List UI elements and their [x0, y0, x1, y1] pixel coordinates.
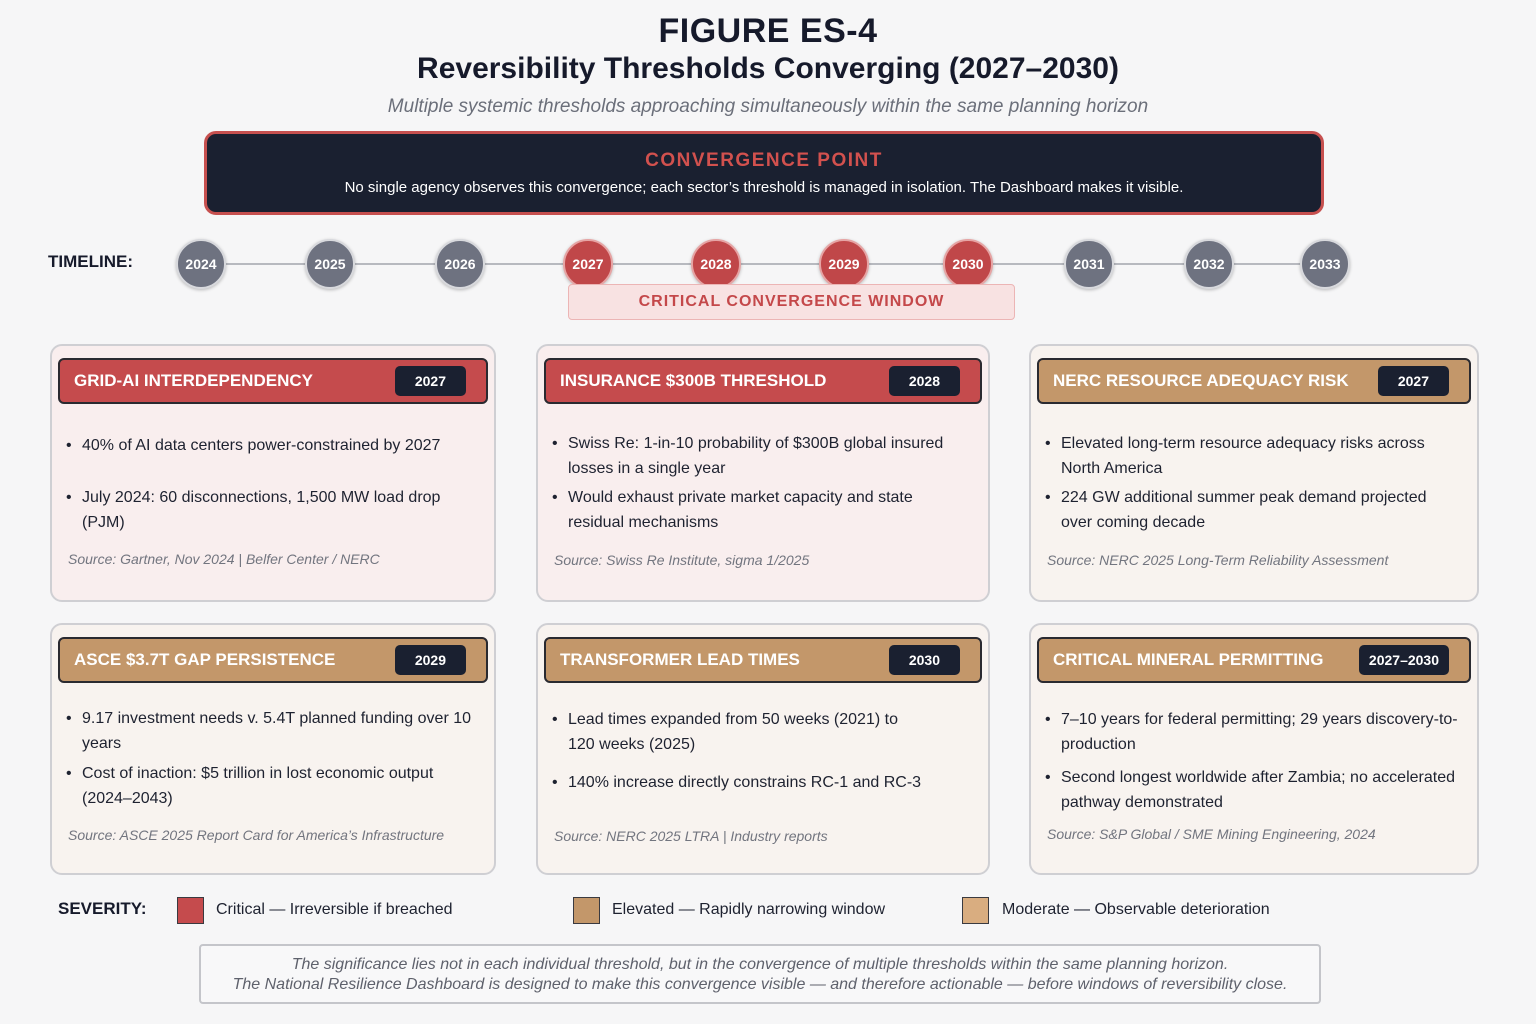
timeline-node-2029: 2029 — [819, 239, 869, 289]
timeline-node-2026: 2026 — [435, 239, 485, 289]
card-bullet: • Would exhaust private market capacity and state residual mechanisms — [552, 485, 972, 535]
threshold-card-transformer — [536, 623, 990, 875]
card-source: Source: S&P Global / SME Mining Engineering, 2024 — [1047, 826, 1376, 842]
footer-note — [199, 944, 1321, 1004]
convergence-point-text: No single agency observes this convergence; each sector’s threshold is managed in isolation. The Dashboard makes it visible. — [344, 179, 1184, 196]
severity-elevated-text: Elevated — Rapidly narrowing window — [612, 901, 886, 918]
card-bullet: • 224 GW additional summer peak demand projected over coming decade — [1045, 485, 1461, 535]
card-year-badge: 2027 — [1378, 366, 1449, 396]
figure-label: FIGURE ES-4 — [658, 12, 878, 50]
card-bullet: • Lead times expanded from 50 weeks (2021) to 120 weeks (2025) — [552, 707, 928, 757]
threshold-card-asce — [50, 623, 496, 875]
severity-critical-text: Critical — Irreversible if breached — [216, 901, 453, 918]
footer-line-1: The significance lies not in each individual threshold, but in the convergence of multiple thresholds within the same planning horizon. — [291, 956, 1229, 973]
card-title: NERC RESOURCE ADEQUACY RISK — [1053, 371, 1349, 390]
card-title: GRID-AI INTERDEPENDENCY — [74, 371, 313, 390]
figure-title: Reversibility Thresholds Converging (2027–2030) — [417, 52, 1119, 85]
card-source: Source: NERC 2025 Long-Term Reliability Assessment — [1047, 552, 1389, 568]
convergence-point-title: CONVERGENCE POINT — [645, 150, 883, 171]
critical-convergence-window: CRITICAL CONVERGENCE WINDOW — [568, 284, 1015, 320]
card-year-badge: 2030 — [889, 645, 960, 675]
timeline-node-2032: 2032 — [1184, 239, 1234, 289]
card-year-badge: 2028 — [889, 366, 960, 396]
card-source: Source: ASCE 2025 Report Card for America’s Infrastructure — [68, 827, 445, 843]
threshold-card-insurance — [536, 344, 990, 602]
card-bullet: • Cost of inaction: $5 trillion in lost economic output (2024–2043) — [66, 761, 478, 811]
card-title: CRITICAL MINERAL PERMITTING — [1053, 650, 1324, 669]
threshold-card-minerals — [1029, 623, 1479, 875]
card-bullet: • 7–10 years for federal permitting; 29 years discovery-to-production — [1045, 707, 1461, 757]
card-source: Source: NERC 2025 LTRA | Industry reports — [554, 828, 828, 844]
severity-swatch-moderate — [962, 897, 989, 924]
card-year-badge: 2029 — [395, 645, 466, 675]
card-header — [544, 358, 982, 404]
convergence-point-box — [204, 131, 1324, 215]
card-title: INSURANCE $300B THRESHOLD — [560, 371, 827, 390]
card-title: TRANSFORMER LEAD TIMES — [560, 650, 800, 669]
footer-line-2: The National Resilience Dashboard is designed to make this convergence visible — and therefore actionable — before windows of reversibility close. — [232, 976, 1288, 993]
card-header — [544, 637, 982, 683]
severity-legend-label: SEVERITY: — [58, 899, 147, 918]
severity-swatch-elevated — [573, 897, 600, 924]
threshold-card-grid-ai — [50, 344, 496, 602]
timeline-node-2031: 2031 — [1064, 239, 1114, 289]
timeline-node-2028: 2028 — [691, 239, 741, 289]
card-bullet: • Elevated long-term resource adequacy risks across North America — [1045, 431, 1461, 481]
timeline-node-2030: 2030 — [943, 239, 993, 289]
timeline-node-2024: 2024 — [176, 239, 226, 289]
severity-swatch-critical — [177, 897, 204, 924]
timeline-node-2033: 2033 — [1300, 239, 1350, 289]
card-year-badge: 2027 — [395, 366, 466, 396]
timeline-node-2027: 2027 — [563, 239, 613, 289]
timeline-label: TIMELINE: — [48, 252, 133, 271]
card-bullet: • 40% of AI data centers power-constrained by 2027 — [66, 433, 478, 458]
card-year-badge: 2027–2030 — [1359, 645, 1449, 675]
severity-moderate-text: Moderate — Observable deterioration — [1002, 901, 1270, 918]
card-bullet: • Second longest worldwide after Zambia; no accelerated pathway demonstrated — [1045, 765, 1461, 815]
card-bullet: • 140% increase directly constrains RC-1 and RC-3 — [552, 770, 972, 795]
card-source: Source: Gartner, Nov 2024 | Belfer Center / NERC — [68, 551, 380, 567]
card-header — [58, 637, 488, 683]
card-title: ASCE $3.7T GAP PERSISTENCE — [74, 650, 336, 669]
card-header — [1037, 637, 1471, 683]
timeline-node-2025: 2025 — [305, 239, 355, 289]
threshold-card-nerc — [1029, 344, 1479, 602]
card-header — [58, 358, 488, 404]
card-bullet: • 9.17 investment needs v. 5.4T planned funding over 10 years — [66, 706, 478, 756]
figure-subtitle: Multiple systemic thresholds approaching simultaneously within the same planning horizon — [387, 96, 1149, 117]
card-source: Source: Swiss Re Institute, sigma 1/2025 — [554, 552, 810, 568]
timeline-line — [201, 263, 1325, 265]
card-header — [1037, 358, 1471, 404]
card-bullet: • Swiss Re: 1-in-10 probability of $300B global insured losses in a single year — [552, 431, 972, 481]
card-bullet: • July 2024: 60 disconnections, 1,500 MW load drop (PJM) — [66, 485, 478, 535]
